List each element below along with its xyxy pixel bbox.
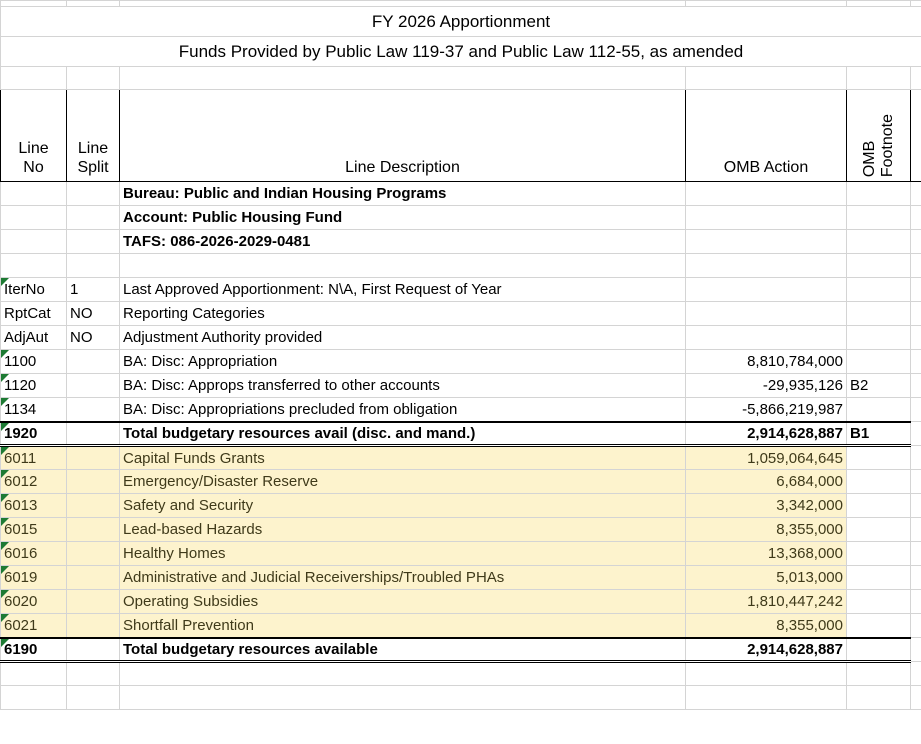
empty-cell [1, 686, 67, 710]
table-header-row [1, 90, 921, 182]
cell-line-split[interactable] [67, 566, 120, 590]
cell-tail [911, 182, 921, 206]
cell-line-description[interactable]: Account: Public Housing Fund [120, 206, 686, 230]
cell-omb-action[interactable] [686, 278, 847, 302]
cell-omb-action[interactable] [686, 182, 847, 206]
column-header-omb-action-label: OMB Action [723, 158, 809, 176]
cell-line-no-text: 6013 [4, 497, 38, 514]
cell-line-description[interactable]: Last Approved Apportionment: N\A, First Request of Year [120, 278, 686, 302]
cell-line-split[interactable]: 1 [67, 278, 120, 302]
cell-omb-footnote[interactable] [847, 470, 911, 494]
cell-line-no-text: 6020 [4, 593, 38, 610]
table-row [1, 350, 921, 374]
cell-omb-footnote[interactable] [847, 278, 911, 302]
cell-omb-action[interactable] [686, 326, 847, 350]
cell-line-description[interactable]: Capital Funds Grants [120, 446, 686, 470]
cell-line-no[interactable] [1, 614, 67, 638]
cell-omb-footnote[interactable]: B2 [847, 374, 911, 398]
cell-line-description[interactable]: TAFS: 086-2026-2029-0481 [120, 230, 686, 254]
cell-line-split[interactable] [67, 638, 120, 662]
cell-line-no[interactable] [1, 374, 67, 398]
title-row [1, 7, 921, 37]
cell-line-no-text: 6012 [4, 473, 38, 490]
cell-omb-action[interactable] [686, 254, 847, 278]
cell-line-description[interactable]: Administrative and Judicial Receiverships/Troubled PHAs [120, 566, 686, 590]
table-row [1, 614, 921, 638]
cell-line-no-text: 1120 [4, 377, 37, 394]
cell-line-description[interactable]: Healthy Homes [120, 542, 686, 566]
cell-line-split[interactable] [67, 182, 120, 206]
cell-tail [911, 446, 921, 470]
column-header-omb-footnote-line2: Footnote [878, 113, 896, 177]
cell-omb-footnote[interactable] [847, 494, 911, 518]
cell-omb-action[interactable]: 8,810,784,000 [686, 350, 847, 374]
cell-line-no[interactable] [1, 206, 67, 230]
cell-tail [911, 518, 921, 542]
subtitle-row [1, 37, 921, 67]
cell-line-split[interactable] [67, 350, 120, 374]
cell-tail [911, 470, 921, 494]
cell-line-no[interactable] [1, 350, 67, 374]
cell-line-description[interactable]: BA: Disc: Appropriations precluded from obligation [120, 398, 686, 422]
table-row [1, 206, 921, 230]
cell-omb-footnote[interactable] [847, 350, 911, 374]
cell-line-split[interactable]: NO [67, 302, 120, 326]
cell-tail [911, 590, 921, 614]
document-title: FY 2026 Apportionment [1, 7, 921, 37]
empty-cell [847, 686, 911, 710]
cell-line-no-text: 1920 [4, 424, 38, 442]
cell-line-no[interactable] [1, 278, 67, 302]
cell-omb-footnote[interactable] [847, 206, 911, 230]
column-header-line-split-line1: Line [77, 140, 109, 158]
cell-omb-action[interactable]: 8,355,000 [686, 518, 847, 542]
cell-tail [911, 638, 921, 662]
column-header-omb-footnote-line1: OMB [860, 140, 878, 177]
cell-omb-footnote[interactable] [847, 614, 911, 638]
cell-line-split[interactable] [67, 446, 120, 470]
empty-grid-row [1, 686, 921, 710]
cell-line-no[interactable] [1, 254, 67, 278]
cell-line-description[interactable]: BA: Disc: Appropriation [120, 350, 686, 374]
cell-line-description[interactable]: Safety and Security [120, 494, 686, 518]
document-subtitle: Funds Provided by Public Law 119-37 and Public Law 112-55, as amended [1, 37, 921, 67]
cell-omb-action[interactable]: 8,355,000 [686, 614, 847, 638]
cell-line-description[interactable]: Reporting Categories [120, 302, 686, 326]
cell-line-no[interactable] [1, 566, 67, 590]
cell-omb-footnote[interactable] [847, 398, 911, 422]
cell-omb-action[interactable]: 5,013,000 [686, 566, 847, 590]
spacer-cell [847, 67, 911, 90]
cell-line-split[interactable] [67, 374, 120, 398]
cell-omb-action[interactable] [686, 230, 847, 254]
table-row [1, 590, 921, 614]
cell-tail [911, 422, 921, 446]
cell-line-no[interactable] [1, 494, 67, 518]
cell-omb-footnote[interactable] [847, 542, 911, 566]
column-header-line-split-line2: Split [77, 158, 109, 176]
cell-line-split[interactable] [67, 518, 120, 542]
cell-line-no[interactable] [1, 182, 67, 206]
empty-cell [911, 662, 921, 686]
cell-line-no-text: 6019 [4, 569, 38, 586]
cell-line-no[interactable] [1, 470, 67, 494]
empty-cell [120, 686, 686, 710]
cell-omb-footnote[interactable]: B1 [847, 422, 911, 446]
column-header-line-no-line2: No [23, 158, 44, 176]
cell-tail [911, 206, 921, 230]
column-header-line-description [120, 90, 686, 182]
cell-omb-footnote[interactable] [847, 182, 911, 206]
cell-omb-footnote[interactable] [847, 302, 911, 326]
cell-line-no-text: AdjAut [4, 329, 49, 346]
cell-line-no[interactable] [1, 542, 67, 566]
column-header-line-no-line1: Line [18, 140, 49, 158]
cell-tail [911, 254, 921, 278]
cell-line-split[interactable]: NO [67, 326, 120, 350]
cell-line-no[interactable] [1, 518, 67, 542]
empty-cell [847, 662, 911, 686]
cell-line-split[interactable] [67, 206, 120, 230]
cell-line-description[interactable]: Shortfall Prevention [120, 614, 686, 638]
cell-line-no-text: 6190 [4, 640, 38, 658]
table-row [1, 638, 921, 662]
title-gap-row [1, 67, 921, 90]
cell-tail [911, 566, 921, 590]
cell-line-no-text: 6015 [4, 521, 38, 538]
cell-line-no-text: 1134 [4, 400, 37, 418]
table-row [1, 470, 921, 494]
spacer-cell [67, 67, 120, 90]
cell-omb-action[interactable]: 1,810,447,242 [686, 590, 847, 614]
column-header-omb-footnote-rotated [861, 114, 897, 177]
cell-omb-action[interactable]: -5,866,219,987 [686, 398, 847, 422]
cell-line-no[interactable] [1, 398, 67, 422]
empty-cell [686, 686, 847, 710]
table-row [1, 374, 921, 398]
table-body [1, 1, 921, 710]
cell-line-split[interactable] [67, 542, 120, 566]
cell-line-split[interactable] [67, 614, 120, 638]
cell-line-no[interactable] [1, 230, 67, 254]
spacer-cell [120, 67, 686, 90]
empty-cell [1, 662, 67, 686]
empty-cell [67, 686, 120, 710]
cell-line-split[interactable] [67, 398, 120, 422]
cell-line-description[interactable]: Adjustment Authority provided [120, 326, 686, 350]
cell-omb-action[interactable]: 13,368,000 [686, 542, 847, 566]
cell-tail [911, 326, 921, 350]
cell-omb-action[interactable]: 2,914,628,887 [686, 638, 847, 662]
cell-line-no-text: 1100 [4, 353, 37, 370]
empty-grid-row [1, 662, 921, 686]
cell-omb-footnote[interactable] [847, 590, 911, 614]
cell-line-description[interactable]: Emergency/Disaster Reserve [120, 470, 686, 494]
cell-tail [911, 350, 921, 374]
cell-line-no-text: 6011 [4, 449, 37, 467]
cell-omb-action[interactable]: -29,935,126 [686, 374, 847, 398]
table-row [1, 302, 921, 326]
cell-line-no-text: IterNo [4, 281, 45, 298]
cell-line-split[interactable] [67, 254, 120, 278]
spacer-cell [686, 67, 847, 90]
cell-omb-footnote[interactable] [847, 638, 911, 662]
column-header-line-description-label: Line Description [345, 158, 460, 176]
cell-omb-action[interactable] [686, 302, 847, 326]
cell-omb-action[interactable]: 1,059,064,645 [686, 446, 847, 470]
cell-omb-footnote[interactable] [847, 566, 911, 590]
cell-line-split[interactable] [67, 494, 120, 518]
cell-line-no-text: 6021 [4, 616, 38, 634]
cell-omb-action[interactable] [686, 206, 847, 230]
column-header-line-no [1, 90, 67, 182]
cell-tail [911, 302, 921, 326]
column-header-omb-footnote [847, 90, 911, 182]
cell-line-no[interactable] [1, 590, 67, 614]
column-header-tail [911, 90, 921, 182]
table-row [1, 254, 921, 278]
cell-line-description[interactable]: Total budgetary resources avail (disc. and mand.) [120, 422, 686, 446]
cell-line-description[interactable]: Bureau: Public and Indian Housing Programs [120, 182, 686, 206]
cell-omb-footnote[interactable] [847, 518, 911, 542]
empty-cell [67, 662, 120, 686]
spacer-cell [1, 67, 67, 90]
cell-line-split[interactable] [67, 422, 120, 446]
column-header-omb-action [686, 90, 847, 182]
cell-line-description[interactable] [120, 254, 686, 278]
cell-line-description[interactable]: Total budgetary resources available [120, 638, 686, 662]
cell-omb-action[interactable]: 6,684,000 [686, 470, 847, 494]
cell-tail [911, 374, 921, 398]
cell-line-no-text: 6016 [4, 545, 38, 562]
cell-omb-action[interactable]: 3,342,000 [686, 494, 847, 518]
table-row [1, 278, 921, 302]
table-row [1, 422, 921, 446]
cell-omb-footnote[interactable] [847, 230, 911, 254]
cell-tail [911, 230, 921, 254]
empty-cell [120, 662, 686, 686]
empty-cell [911, 686, 921, 710]
cell-line-no[interactable] [1, 638, 67, 662]
table-row [1, 230, 921, 254]
cell-tail [911, 614, 921, 638]
table-row [1, 494, 921, 518]
cell-line-description[interactable]: Lead-based Hazards [120, 518, 686, 542]
cell-omb-action[interactable]: 2,914,628,887 [686, 422, 847, 446]
table-row [1, 542, 921, 566]
cell-line-no[interactable] [1, 302, 67, 326]
cell-line-split[interactable] [67, 470, 120, 494]
table-row [1, 566, 921, 590]
table-row [1, 182, 921, 206]
table-row [1, 446, 921, 470]
cell-line-split[interactable] [67, 230, 120, 254]
cell-tail [911, 278, 921, 302]
cell-tail [911, 398, 921, 422]
cell-line-no-text: RptCat [4, 305, 51, 322]
cell-line-split[interactable] [67, 590, 120, 614]
cell-omb-footnote[interactable] [847, 254, 911, 278]
cell-line-no[interactable] [1, 422, 67, 446]
cell-tail [911, 542, 921, 566]
table-row [1, 398, 921, 422]
cell-line-description[interactable]: Operating Subsidies [120, 590, 686, 614]
table-row [1, 326, 921, 350]
cell-omb-footnote[interactable] [847, 326, 911, 350]
column-header-line-split [67, 90, 120, 182]
spacer-cell [911, 67, 921, 90]
cell-line-no[interactable] [1, 326, 67, 350]
empty-cell [686, 662, 847, 686]
table-row [1, 518, 921, 542]
cell-omb-footnote[interactable] [847, 446, 911, 470]
cell-tail [911, 494, 921, 518]
cell-line-no[interactable] [1, 446, 67, 470]
cell-line-description[interactable]: BA: Disc: Approps transferred to other accounts [120, 374, 686, 398]
